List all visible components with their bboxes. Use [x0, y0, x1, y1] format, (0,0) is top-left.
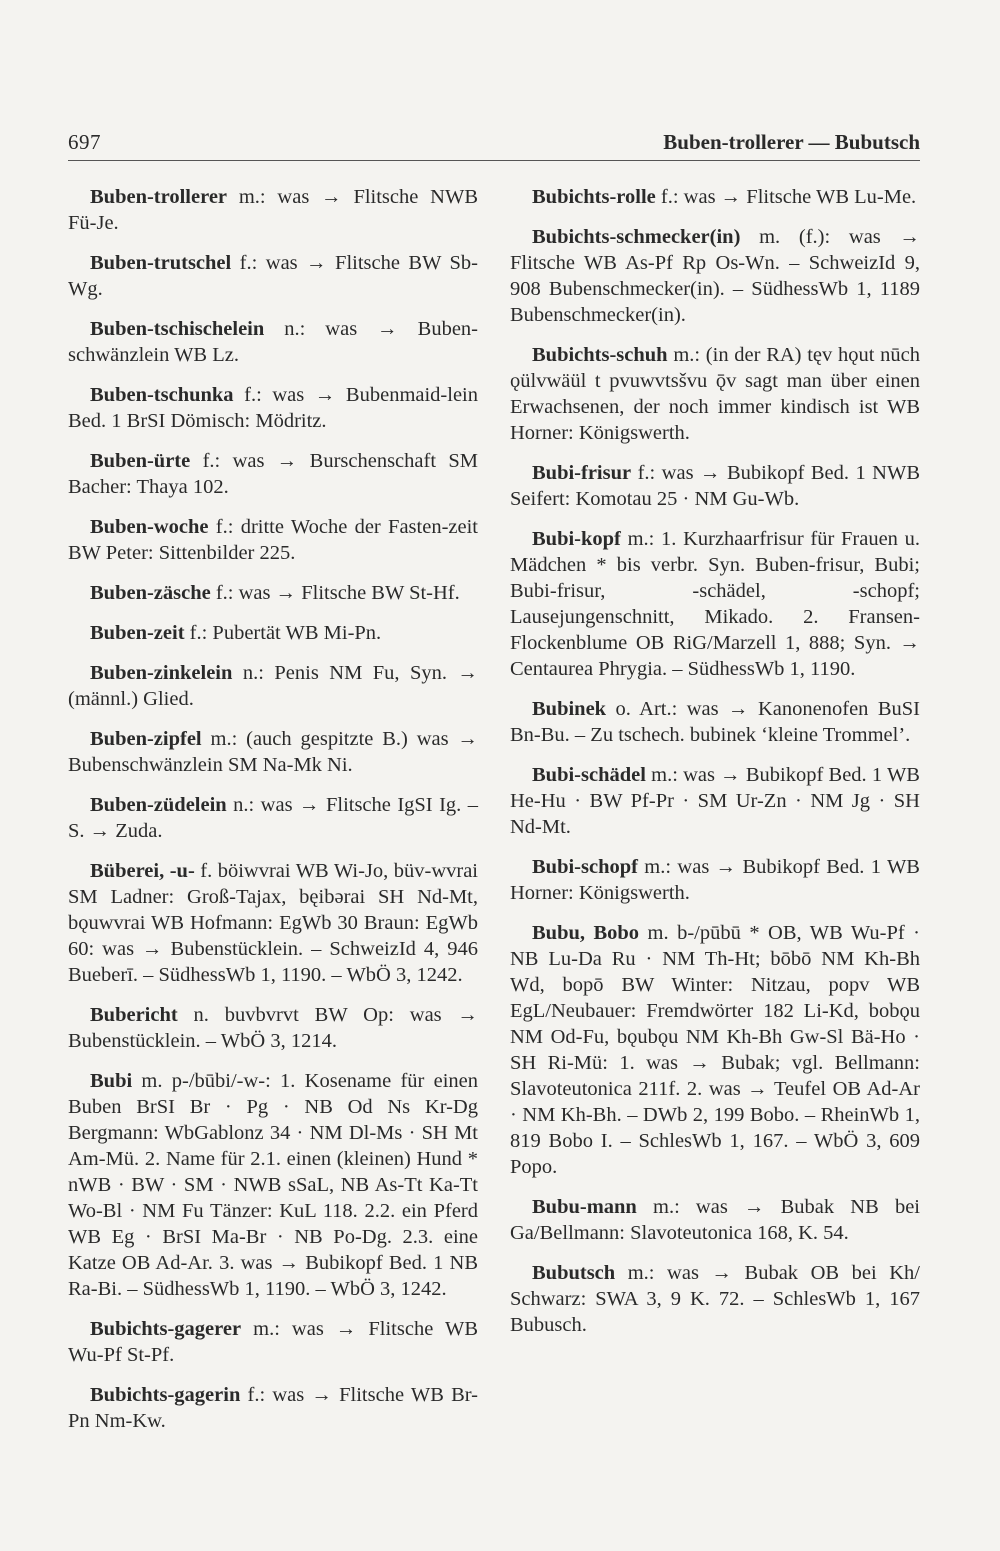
lemma: Bubichts-gagerin [90, 1384, 241, 1406]
definition: o. Art.: was → Kanonenofen BuSI Bn-Bu. – Zu tschech. bubinek ‘kleine Trommel’. [510, 698, 920, 746]
definition: n.: was → Buben-schwänzlein WB Lz. [68, 318, 478, 366]
definition: f. böiwvrai WB Wi-Jo, büv-wvrai SM Ladner: Groß-Tajax, bęibərai SH Nd-Mt, bǫuwvrai WB Hofmann: EgWb 30 Braun: EgWb 60: was → Bubenstücklein. – SchweizId 4, 946 Bueberī. – SüdhessWb 1, 1190. – WbÖ 3, 1242. [68, 860, 479, 986]
running-head: Buben-trollerer — Bubutsch [663, 130, 920, 154]
definition: n. buvbvrvt BW Op: was → Bubenstücklein. – WbÖ 3, 1214. [68, 1004, 478, 1052]
lemma: Buben-ürte [90, 450, 191, 472]
lemma: Bubichts-rolle [532, 186, 656, 208]
dictionary-entry [68, 792, 478, 844]
lemma: Bubichts-schuh [532, 344, 668, 366]
definition: f.: was → Flitsche BW St-Hf. [210, 582, 460, 604]
dictionary-entry [68, 514, 478, 566]
lemma: Buben-tschunka [90, 384, 234, 406]
definition: m.: was → Flitsche NWB Fü-Je. [68, 186, 478, 234]
dictionary-entry [68, 1068, 478, 1302]
definition: m.: was → Bubak NB bei Ga/Bellmann: Slavoteutonica 168, K. 54. [510, 1196, 920, 1244]
lemma: Bubutsch [532, 1262, 616, 1284]
right-column [510, 184, 920, 1352]
lemma: Bubu-mann [532, 1196, 637, 1218]
lemma: Bubi-schädel [532, 764, 646, 786]
definition: f.: was → Flitsche WB Lu-Me. [655, 186, 917, 208]
dictionary-entry [68, 726, 478, 778]
definition: m.: was → Bubikopf Bed. 1 WB He-Hu · BW Pf-Pr · SM Ur-Zn · NM Jg · SH Nd-Mt. [510, 764, 920, 838]
dictionary-entry [68, 184, 478, 236]
dictionary-entry [68, 1382, 478, 1434]
lemma: Buben-zinkelein [90, 662, 233, 684]
lemma: Bubu, Bobo [532, 922, 640, 944]
dictionary-entry [510, 460, 920, 512]
dictionary-entry [68, 858, 478, 988]
dictionary-entry [510, 854, 920, 906]
lemma: Bubi-schopf [532, 856, 638, 878]
lemma: Buben-zäsche [90, 582, 211, 604]
dictionary-entry [510, 1194, 920, 1246]
lemma: Bubinek [532, 698, 607, 720]
dictionary-entry [510, 184, 920, 210]
dictionary-entry [68, 620, 478, 646]
definition: f.: was → Bubenmaid-lein Bed. 1 BrSI Dömisch: Mödritz. [68, 384, 478, 432]
definition: m. (f.): was → Flitsche WB As-Pf Rp Os-Wn. – SchweizId 9, 908 Bubenschmecker(in). – SüdhessWb 1, 1189 Bubenschmecker(in). [510, 226, 920, 326]
definition: f.: was → Flitsche BW Sb-Wg. [68, 252, 478, 300]
lemma: Bubi-kopf [532, 528, 621, 550]
definition: m.: was → Bubak OB bei Kh/ Schwarz: SWA 3, 9 K. 72. – SchlesWb 1, 167 Bubusch. [510, 1262, 920, 1336]
definition: m.: 1. Kurzhaarfrisur für Frauen u. Mädchen * bis verbr. Syn. Buben-frisur, Bubi; Bubi-frisur, -schädel, -schopf; Lausejungenschnitt, Mikado. 2. Fransen-Flockenblume OB RiG/Marzell 1, 888; Syn. → Centaurea Phrygia. – SüdhessWb 1, 1190. [510, 528, 920, 680]
definition: m.: was → Bubikopf Bed. 1 WB Horner: Königswerth. [510, 856, 920, 904]
dictionary-entry [68, 580, 478, 606]
definition: m. b-/pūbū * OB, WB Wu-Pf · NB Lu-Da Ru · NM Th-Ht; bōbō NM Kh-Bh Wd, bopō BW Winter: Nitzau, popv WB EgL/Neubauer: Fremdwörter 182 Li-Kd, bobǫu NM Od-Fu, bǫubǫu NM Kh-Bh Gw-Sl Bä-Ho · SH Ri-Mü: 1. was → Bubak; vgl. Bellmann: Slavoteutonica 211f. 2. was → Teufel OB Ad-Ar · NM Kh-Bh. – DWb 2, 199 Bobo. – RheinWb 1, 819 Bobo I. – SchlesWb 1, 167. – WbÖ 3, 609 Popo. [510, 922, 921, 1178]
lemma: Bubichts-schmecker(in) [532, 226, 741, 248]
page-number: 697 [68, 130, 101, 154]
dictionary-entry [68, 1316, 478, 1368]
definition: m.: (auch gespitzte B.) was → Bubenschwänzlein SM Na-Mk Ni. [68, 728, 478, 776]
definition: f.: was → Bubikopf Bed. 1 NWB Seifert: Komotau 25 · NM Gu-Wb. [510, 462, 920, 510]
lemma: Büberei, -u- [90, 860, 195, 882]
dictionary-entry [68, 316, 478, 368]
definition: n.: was → Flitsche IgSI Ig. – S. → Zuda. [68, 794, 478, 842]
dictionary-entry [510, 762, 920, 840]
left-column [68, 184, 478, 1448]
definition: f.: dritte Woche der Fasten-zeit BW Peter: Sittenbilder 225. [68, 516, 478, 564]
dictionary-entry [510, 920, 920, 1180]
definition: n.: Penis NM Fu, Syn. → (männl.) Glied. [68, 662, 478, 710]
lemma: Buben-zeit [90, 622, 185, 644]
dictionary-entry [68, 660, 478, 712]
definition: m.: (in der RA) tęv hǫut nūch ǫülvwäül t pvuwvtsšvu ǭv sagt man über einen Erwachsenen, der noch immer kindisch ist WB Horner: Königswerth. [510, 344, 920, 444]
dictionary-entry [510, 696, 920, 748]
dictionary-entry [510, 224, 920, 328]
lemma: Bubichts-gagerer [90, 1318, 242, 1340]
lemma: Buben-zipfel [90, 728, 202, 750]
dictionary-entry [68, 250, 478, 302]
definition: f.: was → Burschenschaft SM Bacher: Thaya 102. [68, 450, 478, 498]
definition: f.: was → Flitsche WB Br-Pn Nm-Kw. [68, 1384, 478, 1432]
definition: f.: Pubertät WB Mi-Pn. [184, 622, 382, 644]
lemma: Bubi [90, 1070, 133, 1092]
lemma: Bubericht [90, 1004, 178, 1026]
dictionary-entry [68, 382, 478, 434]
definition: m. p-/būbi/-w-: 1. Kosename für einen Buben BrSI Br · Pg · NB Od Ns Kr-Dg Bergmann: WbGablonz 34 · NM Dl-Ms · SH Mt Am-Mü. 2. Name für 2.1. einen (kleinen) Hund * nWB · BW · SM · NWB sSaL, NB As-Tt Ka-Tt Wo-Bl · NM Fu Tänzer: KuL 118. 2.2. ein Pferd WB Eg · BrSI Ma-Br · NB Po-Dg. 2.3. eine Katze OB Ad-Ar. 3. was → Bubikopf Bed. 1 NB Ra-Bi. – SüdhessWb 1, 1190. – WbÖ 3, 1242. [68, 1070, 478, 1300]
definition: m.: was → Flitsche WB Wu-Pf St-Pf. [68, 1318, 478, 1366]
dictionary-entry [510, 1260, 920, 1338]
dictionary-entry [510, 526, 920, 682]
lemma: Buben-trutschel [90, 252, 232, 274]
dictionary-entry [68, 1002, 478, 1054]
page-header [68, 130, 920, 161]
lemma: Bubi-frisur [532, 462, 632, 484]
dictionary-entry [510, 342, 920, 446]
lemma: Buben-tschischelein [90, 318, 265, 340]
lemma: Buben-woche [90, 516, 209, 538]
dictionary-entry [68, 448, 478, 500]
lemma: Buben-trollerer [90, 186, 228, 208]
lemma: Buben-züdelein [90, 794, 227, 816]
